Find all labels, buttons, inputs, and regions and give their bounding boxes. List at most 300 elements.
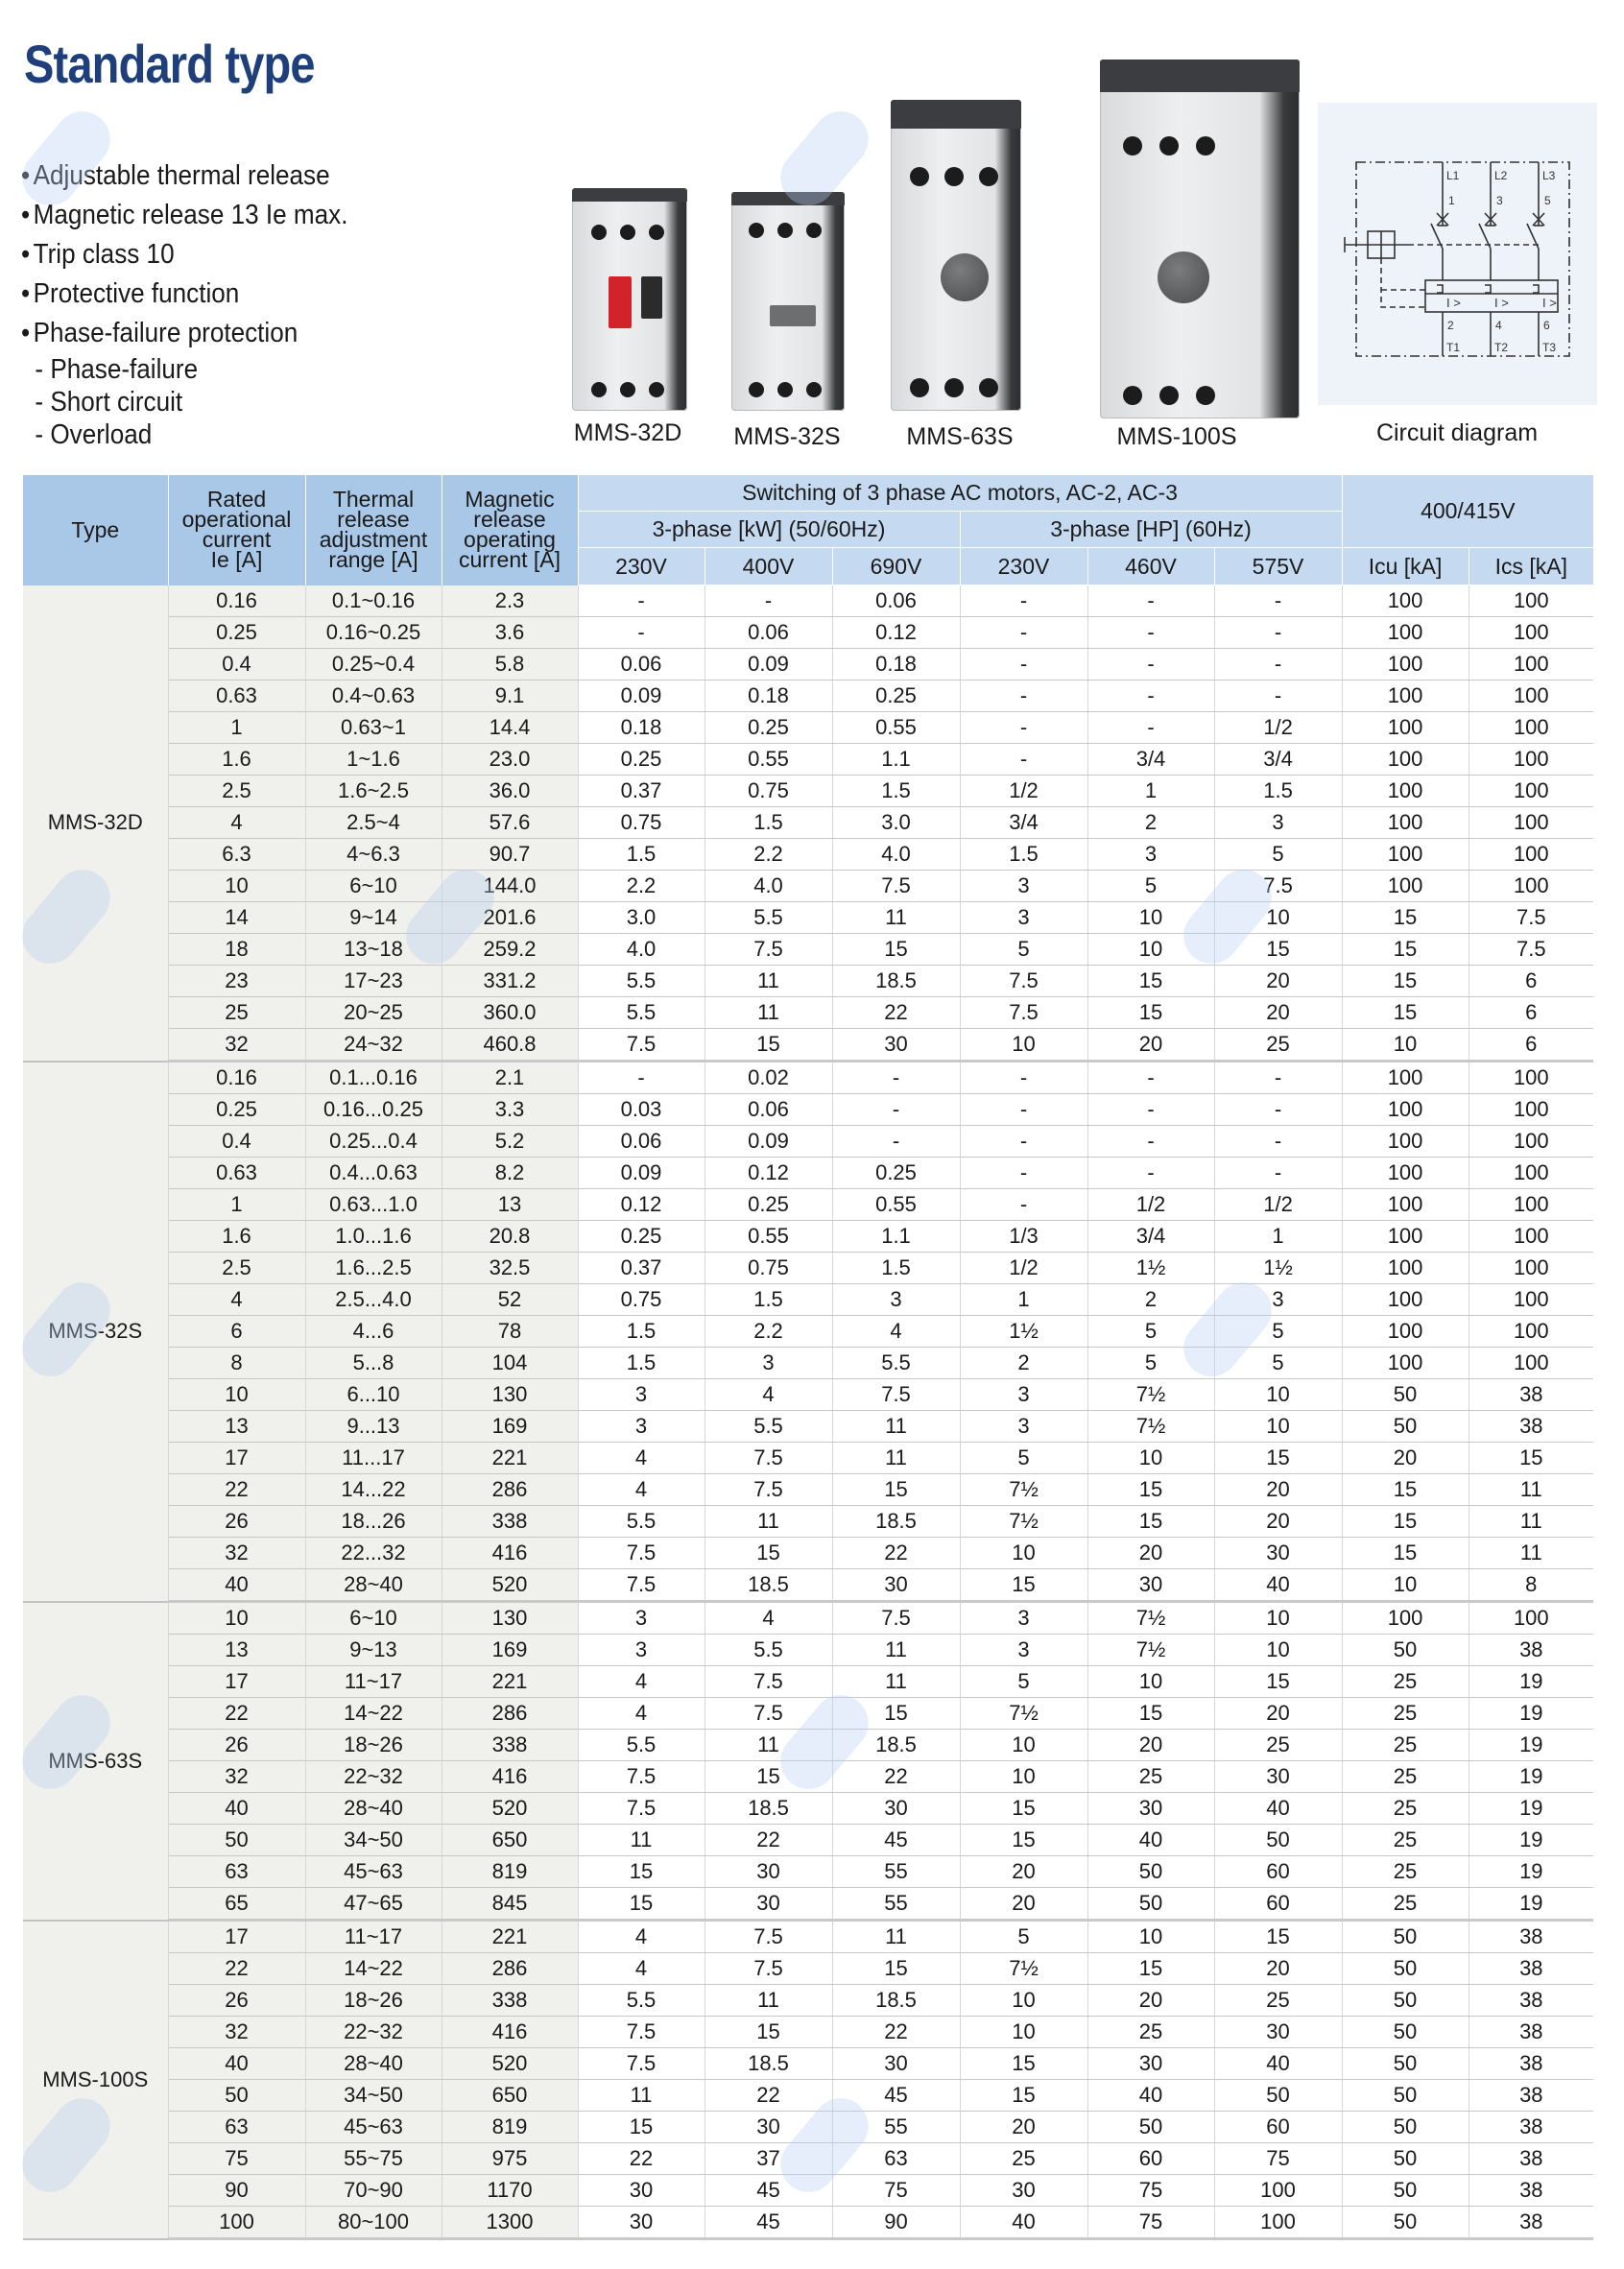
- rated-current-cell: 17: [168, 1666, 305, 1698]
- kw-690v-cell: 55: [832, 1888, 960, 1921]
- magnetic-current-cell: 520: [442, 2048, 578, 2080]
- rotary-knob-icon: [1158, 251, 1209, 303]
- hp-460v-cell: 30: [1087, 1793, 1214, 1825]
- hp-460v-cell: -: [1087, 1062, 1214, 1094]
- kw-690v-cell: 30: [832, 1793, 960, 1825]
- kw-230v-cell: 1.5: [578, 839, 705, 871]
- relay-symbol: I >: [1542, 296, 1557, 310]
- rated-current-cell: 32: [168, 1538, 305, 1569]
- hp-575v-cell: 60: [1214, 1856, 1342, 1888]
- header-kw-400v: 400V: [705, 548, 832, 585]
- ics-cell: 7.5: [1469, 902, 1593, 934]
- icu-cell: 25: [1342, 1793, 1469, 1825]
- hp-575v-cell: -: [1214, 1158, 1342, 1189]
- rated-current-cell: 22: [168, 1698, 305, 1730]
- kw-230v-cell: 4: [578, 1953, 705, 1985]
- icu-cell: 15: [1342, 966, 1469, 997]
- hp-575v-cell: 40: [1214, 2048, 1342, 2080]
- table-row: [23, 1953, 1593, 1985]
- table-row: [23, 1029, 1593, 1062]
- magnetic-current-cell: 416: [442, 1538, 578, 1569]
- table-row: [23, 1189, 1593, 1221]
- icu-cell: 100: [1342, 585, 1469, 617]
- kw-400v-cell: 18.5: [705, 1793, 832, 1825]
- header-line: Thermal: [332, 487, 415, 513]
- rated-current-cell: 0.4: [168, 649, 305, 681]
- ics-cell: 19: [1469, 1666, 1593, 1698]
- thermal-range-cell: 28~40: [305, 2048, 442, 2080]
- hp-460v-cell: 15: [1087, 1953, 1214, 1985]
- kw-690v-cell: 7.5: [832, 1602, 960, 1635]
- icu-cell: 50: [1342, 2017, 1469, 2048]
- hp-575v-cell: 3: [1214, 1284, 1342, 1316]
- kw-230v-cell: 7.5: [578, 1793, 705, 1825]
- kw-400v-cell: 0.06: [705, 617, 832, 649]
- rated-current-cell: 2.5: [168, 1253, 305, 1284]
- kw-690v-cell: 0.12: [832, 617, 960, 649]
- kw-230v-cell: 0.75: [578, 807, 705, 839]
- table-row: [23, 1316, 1593, 1348]
- magnetic-current-cell: 286: [442, 1953, 578, 1985]
- rated-current-cell: 63: [168, 2112, 305, 2143]
- hp-230v-cell: 5: [960, 934, 1087, 966]
- header-ics: Ics [kA]: [1469, 548, 1593, 585]
- table-row: [23, 1158, 1593, 1189]
- hp-230v-cell: 7.5: [960, 997, 1087, 1029]
- hp-230v-cell: 1/3: [960, 1221, 1087, 1253]
- hp-460v-cell: 75: [1087, 2207, 1214, 2239]
- hp-575v-cell: 25: [1214, 1985, 1342, 2017]
- ics-cell: 38: [1469, 2080, 1593, 2112]
- hp-230v-cell: 25: [960, 2143, 1087, 2175]
- kw-690v-cell: 11: [832, 902, 960, 934]
- kw-230v-cell: 3.0: [578, 902, 705, 934]
- thermal-range-cell: 47~65: [305, 1888, 442, 1921]
- magnetic-current-cell: 819: [442, 2112, 578, 2143]
- kw-230v-cell: 15: [578, 2112, 705, 2143]
- hp-230v-cell: 1/2: [960, 1253, 1087, 1284]
- rated-current-cell: 40: [168, 2048, 305, 2080]
- kw-690v-cell: 22: [832, 1538, 960, 1569]
- kw-690v-cell: 0.06: [832, 585, 960, 617]
- kw-230v-cell: 4: [578, 1443, 705, 1474]
- thermal-range-cell: 28~40: [305, 1793, 442, 1825]
- icu-cell: 50: [1342, 1379, 1469, 1411]
- kw-230v-cell: 0.75: [578, 1284, 705, 1316]
- kw-230v-cell: 0.06: [578, 649, 705, 681]
- hp-460v-cell: 25: [1087, 1761, 1214, 1793]
- ics-cell: 38: [1469, 2048, 1593, 2080]
- ics-cell: 100: [1469, 1221, 1593, 1253]
- ics-cell: 38: [1469, 2175, 1593, 2207]
- kw-690v-cell: 90: [832, 2207, 960, 2239]
- kw-400v-cell: 1.5: [705, 1284, 832, 1316]
- rated-current-cell: 32: [168, 1029, 305, 1062]
- hp-230v-cell: 5: [960, 1443, 1087, 1474]
- kw-690v-cell: -: [832, 1094, 960, 1126]
- hp-460v-cell: 60: [1087, 2143, 1214, 2175]
- icu-cell: 15: [1342, 997, 1469, 1029]
- hp-230v-cell: 10: [960, 1730, 1087, 1761]
- table-row: [23, 1443, 1593, 1474]
- ics-cell: 6: [1469, 966, 1593, 997]
- hp-575v-cell: -: [1214, 1126, 1342, 1158]
- hp-230v-cell: 3: [960, 1602, 1087, 1635]
- icu-cell: 100: [1342, 1253, 1469, 1284]
- kw-230v-cell: 0.37: [578, 1253, 705, 1284]
- thermal-range-cell: 0.25~0.4: [305, 649, 442, 681]
- hp-230v-cell: 30: [960, 2175, 1087, 2207]
- feature-list: [21, 156, 347, 451]
- header-line: range [A]: [328, 547, 418, 573]
- magnetic-current-cell: 520: [442, 1569, 578, 1602]
- magnetic-current-cell: 221: [442, 1443, 578, 1474]
- hp-230v-cell: 5: [960, 1666, 1087, 1698]
- hp-575v-cell: -: [1214, 1094, 1342, 1126]
- rated-current-cell: 23: [168, 966, 305, 997]
- magnetic-current-cell: 13: [442, 1189, 578, 1221]
- hp-460v-cell: 7½: [1087, 1379, 1214, 1411]
- rated-current-cell: 4: [168, 807, 305, 839]
- kw-690v-cell: 1.1: [832, 1221, 960, 1253]
- icu-cell: 15: [1342, 1538, 1469, 1569]
- rated-current-cell: 22: [168, 1474, 305, 1506]
- thermal-range-cell: 22~32: [305, 2017, 442, 2048]
- hp-575v-cell: 30: [1214, 1538, 1342, 1569]
- terminal-number: 3: [1496, 194, 1503, 207]
- hp-230v-cell: 3/4: [960, 807, 1087, 839]
- icu-cell: 100: [1342, 681, 1469, 712]
- rated-current-cell: 26: [168, 1730, 305, 1761]
- rated-current-cell: 0.63: [168, 1158, 305, 1189]
- rated-current-cell: 13: [168, 1411, 305, 1443]
- hp-460v-cell: 40: [1087, 1825, 1214, 1856]
- hp-460v-cell: 1: [1087, 776, 1214, 807]
- terminal-icon: [910, 167, 929, 186]
- kw-690v-cell: 30: [832, 2048, 960, 2080]
- table-row: [23, 1126, 1593, 1158]
- thermal-range-cell: 13~18: [305, 934, 442, 966]
- table-header: [23, 475, 1593, 585]
- hp-460v-cell: 3/4: [1087, 744, 1214, 776]
- icu-cell: 100: [1342, 712, 1469, 744]
- hp-460v-cell: -: [1087, 1158, 1214, 1189]
- product-image-mms-32d: [572, 188, 687, 411]
- table-row: [23, 1474, 1593, 1506]
- rated-current-cell: 10: [168, 871, 305, 902]
- icu-cell: 100: [1342, 1189, 1469, 1221]
- kw-690v-cell: 22: [832, 1761, 960, 1793]
- magnetic-current-cell: 32.5: [442, 1253, 578, 1284]
- kw-230v-cell: 11: [578, 2080, 705, 2112]
- ics-cell: 38: [1469, 1635, 1593, 1666]
- thermal-range-cell: 14~22: [305, 1698, 442, 1730]
- icu-cell: 50: [1342, 2048, 1469, 2080]
- line-label: L3: [1542, 169, 1556, 182]
- thermal-range-cell: 1.0...1.6: [305, 1221, 442, 1253]
- header-line: Rated: [206, 487, 267, 513]
- icu-cell: 25: [1342, 1856, 1469, 1888]
- hp-575v-cell: 5: [1214, 1316, 1342, 1348]
- magnetic-current-cell: 57.6: [442, 807, 578, 839]
- feature-item: [21, 275, 347, 314]
- table-row: [23, 1761, 1593, 1793]
- ics-cell: 19: [1469, 1698, 1593, 1730]
- bullet-icon: •: [21, 278, 31, 309]
- hp-230v-cell: 7½: [960, 1506, 1087, 1538]
- table-row: [23, 1348, 1593, 1379]
- hp-230v-cell: -: [960, 585, 1087, 617]
- rated-current-cell: 17: [168, 1443, 305, 1474]
- thermal-range-cell: 11~17: [305, 1921, 442, 1953]
- kw-690v-cell: 63: [832, 2143, 960, 2175]
- kw-400v-cell: 4: [705, 1602, 832, 1635]
- rated-current-cell: 1.6: [168, 744, 305, 776]
- hp-460v-cell: 2: [1087, 807, 1214, 839]
- icu-cell: 50: [1342, 1921, 1469, 1953]
- kw-230v-cell: 5.5: [578, 1730, 705, 1761]
- pole-3: [1527, 162, 1544, 356]
- device-top-cap: [572, 188, 687, 202]
- hp-230v-cell: 7.5: [960, 966, 1087, 997]
- kw-230v-cell: 4: [578, 1698, 705, 1730]
- magnetic-current-cell: 3.6: [442, 617, 578, 649]
- hp-575v-cell: 60: [1214, 1888, 1342, 1921]
- hp-460v-cell: 30: [1087, 1569, 1214, 1602]
- hp-230v-cell: -: [960, 1062, 1087, 1094]
- hp-460v-cell: 10: [1087, 1666, 1214, 1698]
- kw-400v-cell: 0.18: [705, 681, 832, 712]
- kw-230v-cell: 3: [578, 1379, 705, 1411]
- magnetic-current-cell: 201.6: [442, 902, 578, 934]
- kw-230v-cell: 0.09: [578, 681, 705, 712]
- ics-cell: 15: [1469, 1443, 1593, 1474]
- thermal-range-cell: 0.63~1: [305, 712, 442, 744]
- magnetic-current-cell: 975: [442, 2143, 578, 2175]
- device-top-cap: [891, 100, 1021, 129]
- kw-690v-cell: 1.5: [832, 776, 960, 807]
- thermal-range-cell: 14...22: [305, 1474, 442, 1506]
- hp-230v-cell: 15: [960, 1569, 1087, 1602]
- table-row: [23, 1888, 1593, 1921]
- kw-690v-cell: 0.55: [832, 712, 960, 744]
- ics-cell: 100: [1469, 585, 1593, 617]
- kw-400v-cell: 0.75: [705, 776, 832, 807]
- icu-cell: 50: [1342, 2143, 1469, 2175]
- hp-230v-cell: 1/2: [960, 776, 1087, 807]
- header-line: Magnetic: [465, 487, 555, 513]
- kw-690v-cell: 30: [832, 1029, 960, 1062]
- ics-cell: 100: [1469, 1316, 1593, 1348]
- thermal-range-cell: 45~63: [305, 2112, 442, 2143]
- kw-400v-cell: 22: [705, 2080, 832, 2112]
- kw-400v-cell: 18.5: [705, 1569, 832, 1602]
- kw-690v-cell: 11: [832, 1443, 960, 1474]
- kw-230v-cell: 0.25: [578, 1221, 705, 1253]
- ics-cell: 38: [1469, 1953, 1593, 1985]
- ics-cell: 7.5: [1469, 934, 1593, 966]
- hp-460v-cell: 1/2: [1087, 1189, 1214, 1221]
- terminal-icon: [620, 225, 635, 240]
- table-row: [23, 2112, 1593, 2143]
- table-row: [23, 776, 1593, 807]
- rated-current-cell: 17: [168, 1921, 305, 1953]
- hp-230v-cell: 10: [960, 1985, 1087, 2017]
- hp-230v-cell: 7½: [960, 1953, 1087, 1985]
- icu-cell: 100: [1342, 871, 1469, 902]
- icu-cell: 25: [1342, 1698, 1469, 1730]
- table-row: [23, 839, 1593, 871]
- kw-230v-cell: 1.5: [578, 1316, 705, 1348]
- kw-230v-cell: 15: [578, 1888, 705, 1921]
- kw-400v-cell: 45: [705, 2175, 832, 2207]
- hp-575v-cell: 1.5: [1214, 776, 1342, 807]
- hp-230v-cell: 10: [960, 2017, 1087, 2048]
- thermal-range-cell: 0.4~0.63: [305, 681, 442, 712]
- ics-cell: 100: [1469, 839, 1593, 871]
- thermal-range-cell: 0.16...0.25: [305, 1094, 442, 1126]
- terminal-icon: [591, 382, 607, 397]
- hp-575v-cell: 20: [1214, 1698, 1342, 1730]
- rated-current-cell: 0.16: [168, 1062, 305, 1094]
- icu-cell: 50: [1342, 1953, 1469, 1985]
- icu-cell: 100: [1342, 649, 1469, 681]
- hp-460v-cell: 15: [1087, 1698, 1214, 1730]
- kw-230v-cell: 7.5: [578, 2017, 705, 2048]
- pole-1: [1431, 162, 1448, 356]
- kw-400v-cell: 7.5: [705, 1666, 832, 1698]
- header-switching: Switching of 3 phase AC motors, AC-2, AC-3: [578, 475, 1342, 512]
- product-image-mms-32s: [731, 192, 845, 411]
- kw-690v-cell: 15: [832, 1474, 960, 1506]
- product-label: MMS-32S: [733, 423, 841, 450]
- terminal-label: T2: [1494, 341, 1509, 354]
- kw-690v-cell: 3.0: [832, 807, 960, 839]
- hp-230v-cell: 15: [960, 2048, 1087, 2080]
- rated-current-cell: 4: [168, 1284, 305, 1316]
- start-button-icon: [609, 276, 632, 328]
- hp-575v-cell: 10: [1214, 1602, 1342, 1635]
- ics-cell: 100: [1469, 807, 1593, 839]
- hp-575v-cell: 20: [1214, 1953, 1342, 1985]
- table-row: [23, 1062, 1593, 1094]
- hp-460v-cell: 40: [1087, 2080, 1214, 2112]
- table-row: [23, 1730, 1593, 1761]
- magnetic-current-cell: 5.2: [442, 1126, 578, 1158]
- rated-current-cell: 1.6: [168, 1221, 305, 1253]
- thermal-range-cell: 5...8: [305, 1348, 442, 1379]
- icu-cell: 50: [1342, 1635, 1469, 1666]
- rated-current-cell: 10: [168, 1379, 305, 1411]
- ics-cell: 100: [1469, 1189, 1593, 1221]
- terminal-number: 1: [1448, 194, 1455, 207]
- rated-current-cell: 40: [168, 1793, 305, 1825]
- thermal-range-cell: 0.1...0.16: [305, 1062, 442, 1094]
- hp-230v-cell: 1: [960, 1284, 1087, 1316]
- ics-cell: 6: [1469, 1029, 1593, 1062]
- table-row: [23, 1602, 1593, 1635]
- hp-460v-cell: -: [1087, 649, 1214, 681]
- table-row: [23, 1666, 1593, 1698]
- magnetic-current-cell: 338: [442, 1730, 578, 1761]
- table-row: [23, 585, 1593, 617]
- hp-460v-cell: 10: [1087, 934, 1214, 966]
- hp-575v-cell: 10: [1214, 1379, 1342, 1411]
- bullet-icon: •: [21, 239, 31, 270]
- ics-cell: 38: [1469, 2112, 1593, 2143]
- table-row: [23, 1379, 1593, 1411]
- kw-230v-cell: 0.06: [578, 1126, 705, 1158]
- rated-current-cell: 10: [168, 1602, 305, 1635]
- hp-575v-cell: 60: [1214, 2112, 1342, 2143]
- kw-690v-cell: 22: [832, 997, 960, 1029]
- header-icu: Icu [kA]: [1342, 548, 1469, 585]
- hp-575v-cell: 3/4: [1214, 744, 1342, 776]
- ics-cell: 38: [1469, 2207, 1593, 2239]
- thermal-range-cell: 4~6.3: [305, 839, 442, 871]
- kw-230v-cell: -: [578, 585, 705, 617]
- kw-690v-cell: 4: [832, 1316, 960, 1348]
- kw-230v-cell: 0.37: [578, 776, 705, 807]
- magnetic-current-cell: 52: [442, 1284, 578, 1316]
- hp-575v-cell: 40: [1214, 1569, 1342, 1602]
- hp-575v-cell: 100: [1214, 2207, 1342, 2239]
- header-hp-230v: 230V: [960, 548, 1087, 585]
- thermal-range-cell: 6...10: [305, 1379, 442, 1411]
- icu-cell: 20: [1342, 1443, 1469, 1474]
- thermal-range-cell: 80~100: [305, 2207, 442, 2239]
- ics-cell: 19: [1469, 1793, 1593, 1825]
- magnetic-current-cell: 3.3: [442, 1094, 578, 1126]
- hp-575v-cell: 100: [1214, 2175, 1342, 2207]
- icu-cell: 15: [1342, 902, 1469, 934]
- relay-symbol: I >: [1494, 296, 1509, 310]
- kw-230v-cell: 7.5: [578, 2048, 705, 2080]
- header-line: current: [202, 527, 272, 553]
- hp-230v-cell: -: [960, 1189, 1087, 1221]
- table-body: [23, 585, 1593, 2239]
- kw-690v-cell: 4.0: [832, 839, 960, 871]
- table-row: [23, 649, 1593, 681]
- table-row: [23, 871, 1593, 902]
- icu-cell: 100: [1342, 1126, 1469, 1158]
- magnetic-current-cell: 416: [442, 1761, 578, 1793]
- terminal-icon: [806, 382, 822, 397]
- rated-current-cell: 6.3: [168, 839, 305, 871]
- hp-230v-cell: -: [960, 681, 1087, 712]
- thermal-range-cell: 6~10: [305, 1602, 442, 1635]
- kw-230v-cell: 7.5: [578, 1538, 705, 1569]
- header-line: current [A]: [458, 547, 561, 573]
- ics-cell: 100: [1469, 744, 1593, 776]
- kw-230v-cell: 0.18: [578, 712, 705, 744]
- hp-575v-cell: -: [1214, 1062, 1342, 1094]
- hp-460v-cell: 20: [1087, 1730, 1214, 1761]
- ics-cell: 100: [1469, 681, 1593, 712]
- hp-460v-cell: 7½: [1087, 1635, 1214, 1666]
- hp-230v-cell: 1.5: [960, 839, 1087, 871]
- thermal-range-cell: 18...26: [305, 1506, 442, 1538]
- bullet-icon: •: [21, 200, 31, 230]
- hp-460v-cell: 5: [1087, 871, 1214, 902]
- hp-230v-cell: 10: [960, 1029, 1087, 1062]
- hp-575v-cell: 20: [1214, 966, 1342, 997]
- rated-current-cell: 18: [168, 934, 305, 966]
- line-label: L2: [1494, 169, 1508, 182]
- kw-230v-cell: 0.12: [578, 1189, 705, 1221]
- icu-cell: 10: [1342, 1569, 1469, 1602]
- rated-current-cell: 13: [168, 1635, 305, 1666]
